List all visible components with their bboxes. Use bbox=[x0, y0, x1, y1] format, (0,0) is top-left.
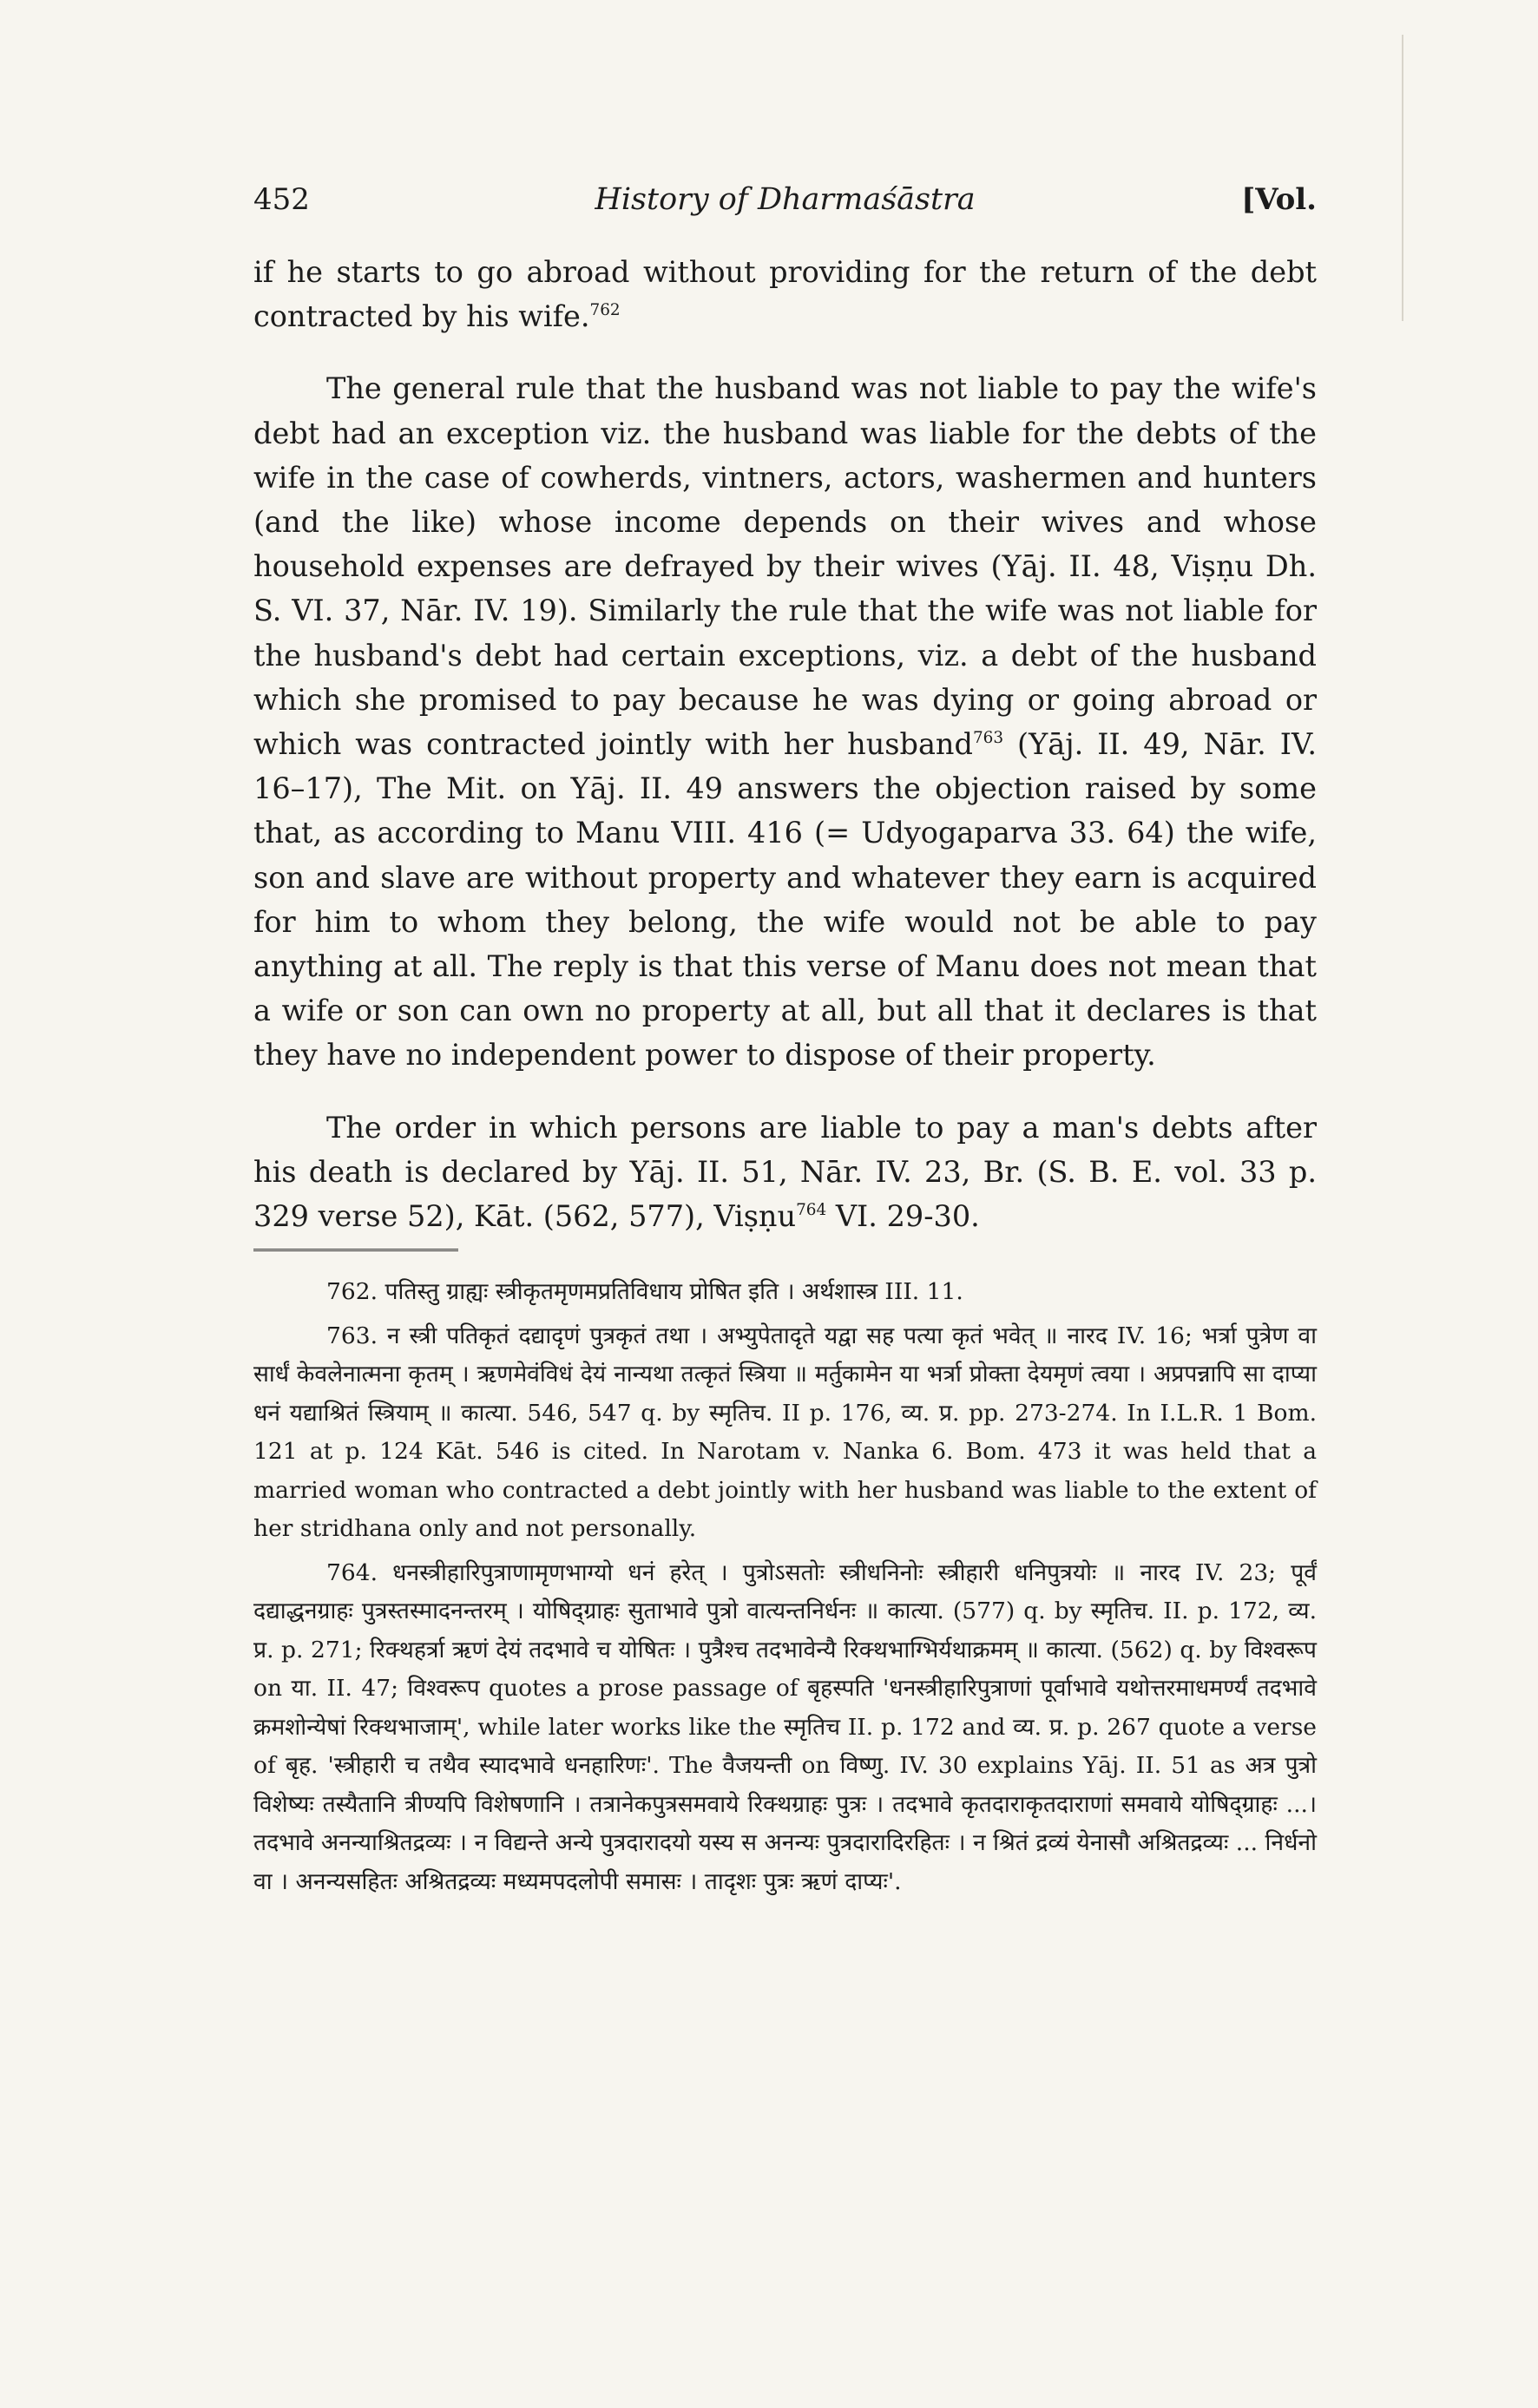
text-segment: (Yāj. II. 49, Nār. IV. 16–17), The Mit. on Yāj. II. 49 answers the objection raised by some that, as according to Manu VIII. 416 (= Udyogaparva 33. 64) the wife, son and slave are without property and whatever they earn is acquired for him to whom they belong, the wife would not be able to pay anything at all. The reply is that this verse of Manu does not mean that a wife or son can own no property at all, but all that it declares is that they have no independent power to dispose of their property. bbox=[253, 727, 1317, 1073]
footnote-rule bbox=[253, 1249, 458, 1254]
footnote-number: 764. bbox=[326, 1558, 378, 1586]
scan-margin-line bbox=[1402, 35, 1403, 321]
footnote-764 bbox=[253, 1554, 1317, 1902]
footnote-762 bbox=[253, 1273, 1317, 1312]
footnote-ref: 764 bbox=[796, 1201, 827, 1220]
footnote-ref: 762 bbox=[589, 301, 621, 320]
text-segment: if he starts to go abroad without providing for the return of the debt contracted by his wife. bbox=[253, 255, 1317, 334]
footnote-text: न स्त्री पतिकृतं दद्यादृणं पुत्रकृतं तथा । अभ्युपेतादृते यद्वा सह पत्या कृतं भवेत् ॥ नारद IV. 16; भर्त्रा पुत्रेण वा सार्धं केवलेनात्मना कृतम् । ऋणमेवंविधं देयं नान्यथा तत्कृतं स्त्रिया ॥ मर्तुकामेन या भर्त्रा प्रोक्ता देयमृणं त्वया । अप्रपन्नापि सा दाप्या धनं यद्याश्रितं स्त्रियाम् ॥ कात्या. 546, 547 q. by स्मृतिच. II p. 176, व्य. प्र. pp. 273-274. In I.L.R. 1 Bom. 121 at p. 124 Kāt. 546 is cited. In Narotam v. Nanka 6. Bom. 473 it was held that a married woman who contracted a debt jointly with her husband was liable to the extent of her stridhana only and not personally. bbox=[253, 1322, 1317, 1543]
page-header bbox=[253, 182, 1317, 234]
running-title: History of Dharmaśāstra bbox=[595, 182, 976, 217]
paragraph-2 bbox=[253, 366, 1317, 1077]
footnote-text: धनस्त्रीहारिपुत्राणामृणभाग्यो धनं हरेत् । पुत्रोऽसतोः स्त्रीधनिनोः स्त्रीहारी धनिपुत्रयोः ॥ नारद IV. 23; पूर्वं दद्याद्धनग्राहः पुत्रस्तस्मादनन्तरम् । योषिद्ग्राहः सुताभावे पुत्रो वात्यन्तनिर्धनः ॥ कात्या. (577) q. by स्मृतिच. II. p. 172, व्य. प्र. p. 271; रिक्थहर्त्रा ऋणं देयं तदभावे च योषितः । पुत्रैश्च तदभावेन्यै रिक्थभाग्भिर्यथाक्रमम् ॥ कात्या. (562) q. by विश्वरूप on या. II. 47; विश्वरूप quotes a prose passage of बृहस्पति 'धनस्त्रीहारिपुत्राणां पूर्वाभावे यथोत्तरमाधमर्ण्यं तदभावे क्रमशोन्येषां रिक्थभाजाम्', while later works like the स्मृतिच II. p. 172 and व्य. प्र. p. 267 quote a verse of बृह. 'स्त्रीहारी च तथैव स्यादभावे धनहारिणः'. The वैजयन्ती on विष्णु. IV. 30 explains Yāj. II. 51 as अत्र पुत्रो विशेष्यः तस्यैतानि त्रीण्यपि विशेषणानि । तत्रानेकपुत्रसमवाये रिक्थग्राहः पुत्रः । तदभावे कृतदाराकृतदाराणां समवाये योषिद्ग्राहः ...। तदभावे अनन्याश्रितद्रव्यः । न विद्यन्ते अन्ये पुत्रदारादयो यस्य स अनन्यः पुत्रदारादिरहितः । न श्रितं द्रव्यं येनासौ अश्रितद्रव्यः ... निर्धनो वा । अनन्यसहितः अश्रितद्रव्यः मध्यमपदलोपी समासः । तादृशः पुत्रः ऋणं दाप्यः'. bbox=[253, 1558, 1317, 1895]
footnote-text: पतिस्तु ग्राह्यः स्त्रीकृतमृणमप्रतिविधाय प्रोषित इति । अर्थशास्त्र III. 11. bbox=[384, 1278, 963, 1306]
volume-label: [Vol. bbox=[1241, 182, 1317, 217]
text-segment: The general rule that the husband was not liable to pay the wife's debt had an exception viz. the husband was liable for the debts of the wife in the case of cowherds, vintners, actors, washermen and hunters (and the like) whose income depends on their wives and whose household expenses are defrayed by their wives (Yāj. II. 48, Viṣṇu Dh. S. VI. 37, Nār. IV. 19). Similarly the rule that the wife was not liable for the husband's debt had certain exceptions, viz. a debt of the husband which she promised to pay because he was dying or going abroad or which was contracted jointly with her husband bbox=[253, 371, 1317, 762]
paragraph-1 bbox=[253, 250, 1317, 338]
text-segment: The order in which persons are liable to pay a man's debts after his death is declared by Yāj. II. 51, Nār. IV. 23, Br. (S. B. E. vol. 33 p. 329 verse 52), Kāt. (562, 577), Viṣṇu bbox=[253, 1110, 1317, 1234]
footnote-ref: 763 bbox=[972, 729, 1004, 748]
paragraph-3 bbox=[253, 1106, 1317, 1239]
main-text bbox=[253, 250, 1317, 1238]
footnote-number: 763. bbox=[326, 1322, 378, 1349]
page-number: 452 bbox=[253, 182, 310, 217]
footnote-763 bbox=[253, 1317, 1317, 1549]
book-page bbox=[253, 182, 1317, 1906]
footnotes bbox=[253, 1273, 1317, 1901]
footnote-number: 762. bbox=[326, 1278, 378, 1306]
text-segment: VI. 29-30. bbox=[826, 1199, 980, 1234]
